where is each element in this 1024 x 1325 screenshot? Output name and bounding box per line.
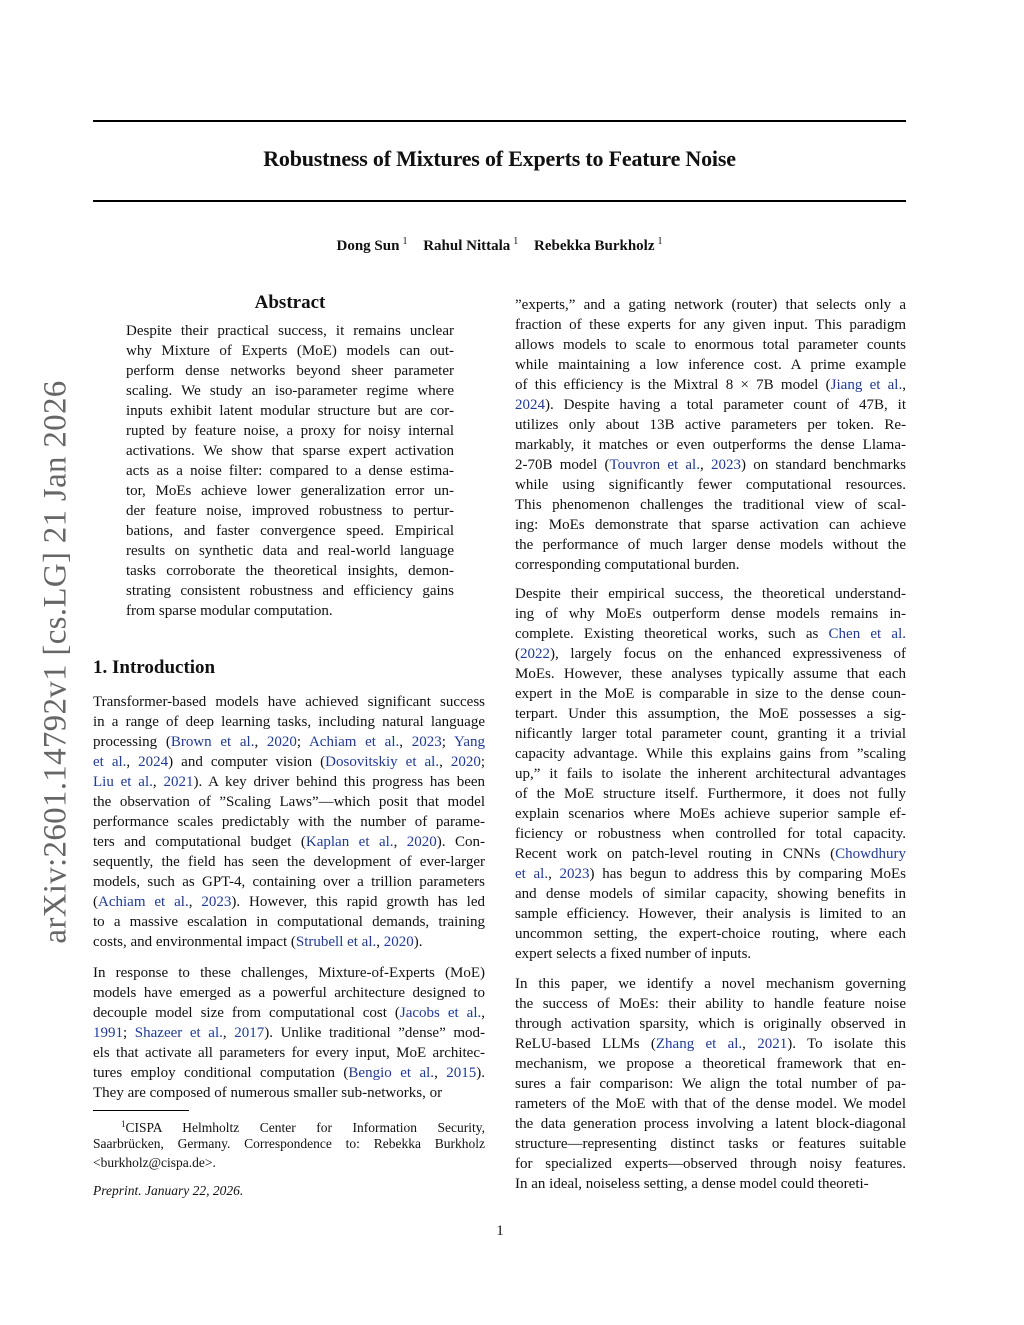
text-line	[93, 752, 485, 772]
text-segment: ,	[548, 866, 560, 882]
author-name: Rahul Nittala	[423, 238, 511, 254]
text-segment: ) on standard benchmarks	[740, 457, 906, 473]
citation-link[interactable]: Kaplan et al.	[305, 834, 394, 850]
author	[337, 238, 408, 254]
text-segment: allows models to scale to enormous total parameter counts	[515, 337, 906, 353]
text-segment: processing (	[93, 734, 171, 750]
text-segment: mechanism, we propose a theoretical framework that en-	[515, 1056, 906, 1072]
text-segment: ,	[254, 734, 267, 750]
citation-link[interactable]: Yang	[454, 734, 486, 750]
text-line	[515, 1174, 906, 1194]
intro-paragraph-3	[515, 295, 906, 575]
text-line	[515, 844, 906, 864]
text-line	[93, 1023, 485, 1043]
text-line	[515, 475, 906, 495]
text-segment: ters and computational budget (	[93, 834, 306, 850]
author-name: Rebekka Burkholz	[534, 238, 655, 254]
text-line	[515, 1114, 906, 1134]
citation-link[interactable]: et al.	[515, 866, 549, 882]
text-segment: ,	[222, 1025, 235, 1041]
text-line	[515, 924, 906, 944]
text-segment: (	[93, 894, 98, 910]
citation-link[interactable]: 2024	[515, 397, 545, 413]
text-segment: ,	[399, 734, 412, 750]
text-line	[515, 1074, 906, 1094]
author-name: Dong Sun	[336, 238, 400, 254]
citation-link[interactable]: Jiang et al.	[830, 377, 903, 393]
text-segment: ), largely focus on the enhanced expressiveness of	[550, 646, 906, 662]
text-segment: costs, and environmental impact (	[93, 934, 296, 950]
text-line	[515, 535, 906, 555]
citation-link[interactable]: Liu et al.	[93, 774, 153, 790]
text-segment: els that activate all parameters for every input, MoE architec-	[93, 1045, 485, 1061]
footnote-line	[93, 1115, 485, 1134]
text-segment: utilizes only about 13B active parameters per token. Re-	[515, 417, 906, 433]
text-segment: sures a fair comparison: We align the total number of pa-	[515, 1076, 906, 1092]
text-segment: in a range of deep learning tasks, including natural language	[93, 714, 485, 730]
citation-link[interactable]: 2020	[266, 734, 297, 750]
text-line	[515, 804, 906, 824]
intro-paragraph-4	[515, 584, 906, 964]
citation-link[interactable]: Jacobs et al.	[399, 1005, 482, 1021]
text-line	[93, 1043, 485, 1063]
text-line	[93, 692, 485, 712]
text-segment: for specialized experts—observed through noisy features.	[515, 1156, 906, 1172]
text-segment: ing of why MoEs outperform dense models remains in-	[515, 606, 906, 622]
text-segment: ) and computer vision (	[168, 754, 326, 770]
citation-link[interactable]: 2020	[450, 754, 481, 770]
author	[534, 238, 662, 254]
text-segment: sample efficiency. However, their analysis is limited to an	[515, 906, 906, 922]
text-segment: the performance of much larger dense models without the	[515, 537, 906, 553]
intro-paragraph-5	[515, 974, 906, 1194]
citation-link[interactable]: Achiam et al.	[98, 894, 189, 910]
citation-link[interactable]: 2021	[757, 1036, 788, 1052]
citation-link[interactable]: Zhang et al.	[655, 1036, 743, 1052]
text-line: results on synthetic data and real-world language	[126, 543, 454, 559]
top-rule	[93, 120, 906, 122]
abstract-body	[126, 321, 454, 621]
text-line	[515, 1094, 906, 1114]
citation-link[interactable]: 2021	[163, 774, 194, 790]
affiliation-footnote	[93, 1115, 485, 1172]
citation-link[interactable]: 2022	[520, 646, 550, 662]
text-line: tor, MoEs achieve lower generalization error un-	[126, 483, 454, 499]
text-segment: to a massive escalation in computational demands, training	[93, 914, 485, 930]
preprint-notice: Preprint. January 22, 2026.	[93, 1183, 244, 1198]
text-line	[515, 1054, 906, 1074]
text-line: inputs exhibit latent modular structure but are cor-	[126, 403, 454, 419]
text-line	[93, 772, 485, 792]
page-number: 1	[496, 1223, 504, 1239]
section-heading-introduction: 1. Introduction	[93, 657, 216, 678]
text-segment: the data generation process involving a latent block-diagonal	[515, 1116, 906, 1132]
text-line	[515, 604, 906, 624]
text-line	[515, 824, 906, 844]
text-segment: ,	[481, 1005, 485, 1021]
citation-link[interactable]: Bengio et al.	[348, 1065, 435, 1081]
text-line	[515, 375, 906, 395]
text-segment: MoEs. However, these analyses typically assume that each	[515, 666, 906, 682]
text-segment: ,	[376, 934, 384, 950]
text-line	[93, 1083, 485, 1103]
text-segment: In this paper, we identify a novel mechanism governing	[515, 976, 906, 992]
text-segment: while maintaining a low inference cost. A prime example	[515, 357, 906, 373]
text-segment: They are composed of numerous smaller sub-networks, or	[93, 1085, 443, 1101]
citation-link[interactable]: 2023	[411, 734, 442, 750]
text-line	[515, 944, 906, 964]
text-segment: capacity advantage. While this explains gains from ”scaling	[515, 746, 906, 762]
text-segment: fraction of these experts for any given input. This paradigm	[515, 317, 906, 333]
text-segment: uncommon setting, the expert-choice routing, where each	[515, 926, 906, 942]
citation-link[interactable]: et al.	[93, 754, 127, 770]
text-segment: ,	[126, 754, 139, 770]
text-segment: ;	[296, 734, 309, 750]
citation-link[interactable]: 2017	[234, 1025, 265, 1041]
text-segment: ,	[742, 1036, 758, 1052]
text-line	[515, 1034, 906, 1054]
text-segment: ). Unlike traditional ”dense” mod-	[264, 1025, 486, 1041]
text-segment: rameters of the MoE with that of the dense model. We model	[515, 1096, 906, 1112]
footnote-rule	[93, 1110, 189, 1111]
text-line: rupted by feature noise, a proxy for noisy internal	[126, 423, 454, 439]
text-line	[515, 295, 906, 315]
text-line	[515, 624, 906, 644]
text-segment: up,” it fails to isolate the inherent architectural advantages	[515, 766, 906, 782]
text-segment: terpart. Under this assumption, the MoE possesses a sig-	[515, 706, 906, 722]
text-segment: ,	[902, 377, 906, 393]
citation-link[interactable]: Strubell et al.	[295, 934, 377, 950]
text-segment: models, such as GPT-4, containing over a trillion parameters	[93, 874, 485, 890]
text-line	[515, 724, 906, 744]
text-line	[93, 892, 485, 912]
citation-link[interactable]: 2020	[406, 834, 437, 850]
text-segment: ”experts,” and a gating network (router) that selects only a	[515, 297, 906, 313]
text-segment: tures employ conditional computation (	[93, 1065, 349, 1081]
text-line: activations. We show that sparse expert activation	[126, 443, 454, 459]
text-segment: decouple model size from computational cost (	[93, 1005, 400, 1021]
text-line	[93, 812, 485, 832]
text-line	[93, 872, 485, 892]
text-segment: ). To isolate this	[787, 1036, 906, 1052]
text-line: strating consistent robustness and efficiency gains	[126, 583, 454, 599]
text-line	[515, 584, 906, 604]
text-line	[93, 963, 485, 983]
text-line: from sparse modular computation.	[126, 603, 333, 619]
text-segment: ) has begun to address this by comparing MoEs	[589, 866, 906, 882]
text-segment: models have emerged as a powerful architecture designed to	[93, 985, 485, 1001]
citation-link[interactable]: 2023	[201, 894, 232, 910]
citation-link[interactable]: Brown et al.	[170, 734, 255, 750]
citation-link[interactable]: 2024	[138, 754, 169, 770]
text-segment: Despite their empirical success, the theoretical understand-	[515, 586, 906, 602]
text-line	[515, 784, 906, 804]
text-segment: ,	[434, 1065, 447, 1081]
text-line	[515, 684, 906, 704]
text-line	[515, 994, 906, 1014]
citation-link[interactable]: Shazeer et al.	[134, 1025, 223, 1041]
text-line: scaling. We study an iso-parameter regime where	[126, 383, 454, 399]
text-line	[515, 555, 906, 575]
text-segment: This phenomenon challenges the traditional view of scal-	[515, 497, 906, 513]
text-line	[93, 852, 485, 872]
author	[423, 238, 518, 254]
text-line	[515, 515, 906, 535]
text-line: why Mixture of Experts (MoE) models can out-	[126, 343, 454, 359]
text-line	[93, 712, 485, 732]
text-line	[515, 644, 906, 664]
author-list	[93, 236, 906, 255]
text-segment: and dense models of similar capacity, showing benefits in	[515, 886, 906, 902]
author-affiliation-mark: 1	[657, 236, 663, 247]
text-segment: through activation sparsity, which is originally observed in	[515, 1016, 906, 1032]
text-line	[515, 455, 906, 475]
text-segment: nificantly larger total parameter count, granting it a trivial	[515, 726, 906, 742]
text-line	[515, 1154, 906, 1174]
footnote-line	[93, 1153, 485, 1172]
footnote-text: Saarbrücken, Germany. Correspondence to: Rebekka Burkholz	[93, 1136, 485, 1151]
text-line	[515, 395, 906, 415]
text-segment: 2-70B model (	[515, 457, 610, 473]
text-line: bations, and faster convergence speed. Empirical	[126, 523, 454, 539]
text-segment: ,	[439, 754, 451, 770]
text-segment: of this efficiency is the Mixtral 8 × 7B model (	[515, 377, 831, 393]
text-segment: markably, it matches or even outperforms the dense Llama-	[515, 437, 906, 453]
text-line	[515, 764, 906, 784]
text-segment: In response to these challenges, Mixture-of-Experts (MoE)	[93, 965, 485, 981]
author-affiliation-mark: 1	[402, 236, 408, 247]
text-line	[515, 1134, 906, 1154]
citation-link[interactable]: 1991	[93, 1025, 123, 1041]
citation-link[interactable]: Chen et al.	[828, 626, 906, 642]
text-line	[93, 1063, 485, 1083]
text-line	[515, 1014, 906, 1034]
text-segment: Transformer-based models have achieved significant success	[93, 694, 485, 710]
text-line	[515, 315, 906, 335]
text-segment: corresponding computational burden.	[515, 557, 740, 573]
footnote-line	[93, 1134, 485, 1153]
text-line: perform dense networks beyond sheer parameter	[126, 363, 454, 379]
text-segment: of the MoE structure itself. Furthermore, it does not fully	[515, 786, 906, 802]
text-segment: performance scales predictably with the number of parame-	[93, 814, 485, 830]
text-segment: ).	[476, 1065, 486, 1081]
text-line	[515, 864, 906, 884]
intro-paragraph-2	[93, 963, 485, 1103]
text-segment: ;	[123, 1025, 135, 1041]
text-segment: ,	[393, 834, 407, 850]
text-segment: ,	[188, 894, 202, 910]
text-segment: In an ideal, noiseless setting, a dense model could theoreti-	[515, 1176, 869, 1192]
text-segment: expert selects a fixed number of inputs.	[515, 946, 752, 962]
text-segment: the success of MoEs: their ability to handle feature noise	[515, 996, 906, 1012]
citation-link[interactable]: Achiam et al.	[308, 734, 400, 750]
text-segment: the observation of ”Scaling Laws”—which posit that model	[93, 794, 485, 810]
text-segment: (	[515, 646, 520, 662]
text-segment: ). Con-	[436, 834, 486, 850]
paper-title: Robustness of Mixtures of Experts to Feature Noise	[263, 146, 736, 171]
text-segment: complete. Existing theoretical works, such as	[515, 626, 829, 642]
text-segment: ReLU-based LLMs (	[515, 1036, 656, 1052]
citation-link[interactable]: 2023	[710, 457, 741, 473]
text-line	[515, 704, 906, 724]
text-line	[515, 664, 906, 684]
text-segment: ,	[152, 774, 164, 790]
text-segment: Recent work on patch-level routing in CNNs (	[515, 846, 836, 862]
text-segment: ).	[413, 934, 423, 950]
text-segment: ). Despite having a total parameter count of 47B, it	[545, 397, 906, 413]
footnote-text: <burkholz@cispa.de>.	[93, 1155, 216, 1170]
citation-link[interactable]: 2015	[446, 1065, 477, 1081]
text-line	[93, 1003, 485, 1023]
text-segment: ficiency or robustness when controlled for total capacity.	[515, 826, 906, 842]
text-segment: ). However, this rapid growth has led	[231, 894, 486, 910]
text-segment: structure—representing distinct tasks or features suitable	[515, 1136, 906, 1152]
citation-link[interactable]: Dosovitskiy et al.	[325, 754, 440, 770]
text-line	[515, 904, 906, 924]
text-line	[515, 355, 906, 375]
text-segment: explain scenarios where MoEs achieve superior sample ef-	[515, 806, 906, 822]
text-line	[515, 435, 906, 455]
text-line	[93, 832, 485, 852]
text-line: tasks corroborate the theoretical insights, demon-	[126, 563, 454, 579]
text-segment: while using significantly fewer computational resources.	[515, 477, 906, 493]
arxiv-identifier-stamp: arXiv:2601.14792v1 [cs.LG] 21 Jan 2026	[37, 380, 74, 944]
text-line	[515, 884, 906, 904]
text-line: der feature noise, improved robustness to pertur-	[126, 503, 454, 519]
title-bottom-rule	[93, 200, 906, 202]
text-segment: ,	[699, 457, 711, 473]
text-segment: ). A key driver behind this progress has been	[193, 774, 486, 790]
text-line	[93, 932, 485, 952]
text-segment: ing: MoEs demonstrate that sparse activation can achieve	[515, 517, 906, 533]
text-line: acts as a noise filter: compared to a dense estima-	[126, 463, 454, 479]
footnote-text: CISPA Helmholtz Center for Information Security,	[125, 1120, 485, 1135]
text-segment: expert in the MoE is comparable in size to the dense coun-	[515, 686, 906, 702]
text-line	[515, 415, 906, 435]
text-segment: sequently, the field has seen the development of ever-larger	[93, 854, 485, 870]
text-segment: ;	[441, 734, 455, 750]
intro-paragraph-1	[93, 692, 485, 952]
author-affiliation-mark: 1	[513, 236, 519, 247]
text-line	[93, 912, 485, 932]
text-line	[93, 983, 485, 1003]
citation-link[interactable]: Touvron et al.	[609, 457, 700, 473]
text-line	[515, 744, 906, 764]
text-line	[93, 732, 485, 752]
citation-link[interactable]: 2020	[383, 934, 414, 950]
text-line	[515, 974, 906, 994]
footnote-mark: 1	[121, 1119, 126, 1129]
text-line	[515, 335, 906, 355]
abstract-heading: Abstract	[254, 292, 326, 313]
text-segment: ;	[480, 754, 486, 770]
citation-link[interactable]: 2023	[559, 866, 590, 882]
citation-link[interactable]: Chowdhury	[835, 846, 906, 862]
text-line	[93, 792, 485, 812]
text-line: Despite their practical success, it remains unclear	[126, 323, 454, 339]
text-line	[515, 495, 906, 515]
